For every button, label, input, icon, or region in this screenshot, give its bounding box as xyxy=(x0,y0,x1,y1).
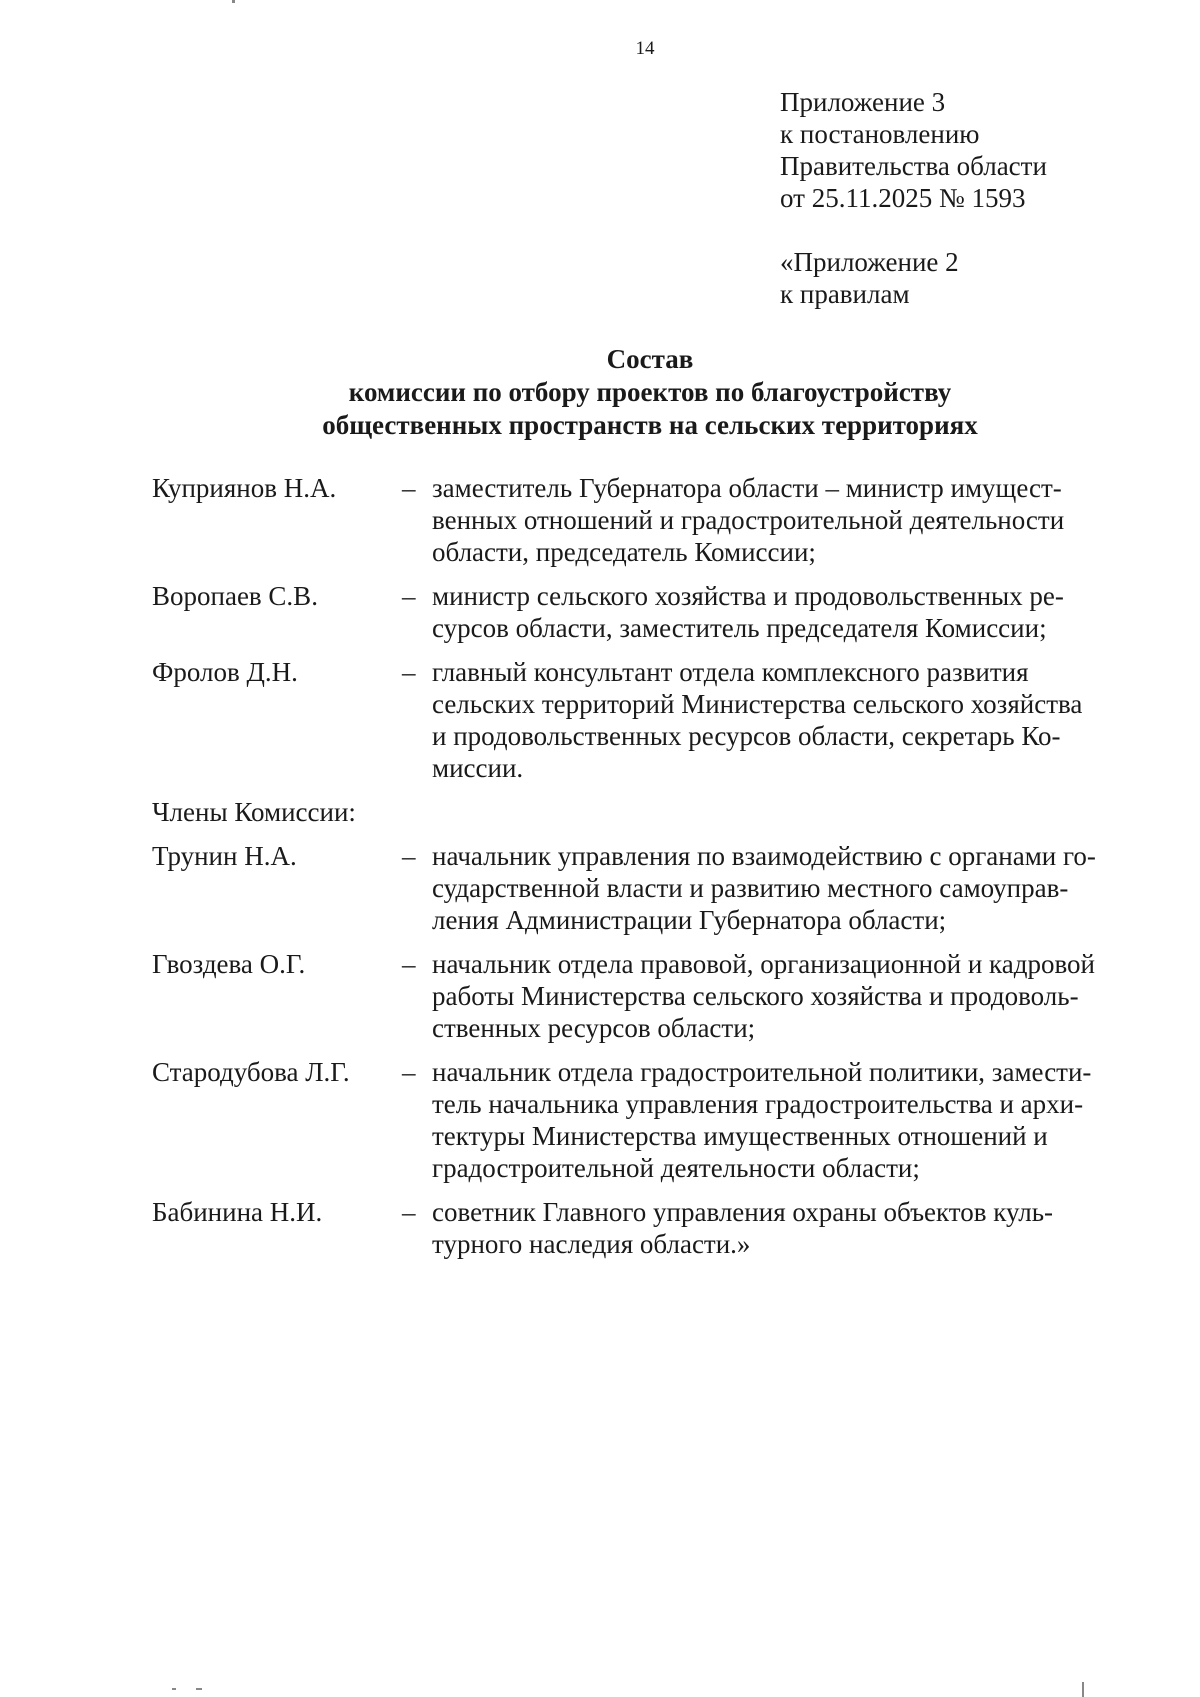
member-row xyxy=(152,948,1142,1044)
member-name: Стародубова Л.Г. xyxy=(152,1057,350,1087)
annex-gap xyxy=(780,214,1047,246)
member-name: Воропаев С.В. xyxy=(152,581,318,611)
scan-mark xyxy=(172,1688,176,1690)
member-role xyxy=(432,1196,1142,1260)
commission-list xyxy=(152,472,1142,1272)
member-name: Куприянов Н.А. xyxy=(152,473,337,503)
member-role-line: тектуры Министерства имущественных отношений и xyxy=(432,1121,1048,1151)
member-role-line: ственных ресурсов области; xyxy=(432,1013,756,1043)
member-role-line: начальник управления по взаимодействию с органами го- xyxy=(432,841,1096,871)
member-role-line: главный консультант отдела комплексного развития xyxy=(432,657,1029,687)
scan-mark xyxy=(1082,1682,1084,1697)
member-role xyxy=(432,580,1142,644)
member-dash: – xyxy=(402,657,416,687)
member-row xyxy=(152,840,1142,936)
member-role-line: области, председатель Комиссии; xyxy=(432,537,816,567)
member-name: Бабинина Н.И. xyxy=(152,1197,323,1227)
member-row xyxy=(152,1196,1142,1260)
member-role-line: сурсов области, заместитель председателя Комиссии; xyxy=(432,613,1047,643)
annex-line: от 25.11.2025 № 1593 xyxy=(780,183,1026,213)
member-role-line: тель начальника управления градостроительства и архи- xyxy=(432,1089,1084,1119)
member-row xyxy=(152,472,1142,568)
member-dash: – xyxy=(402,1057,416,1087)
member-name: Фролов Д.Н. xyxy=(152,657,298,687)
member-role-line: сельских территорий Министерства сельского хозяйства xyxy=(432,689,1083,719)
member-role-line: турного наследия области.» xyxy=(432,1229,751,1259)
member-role xyxy=(432,472,1142,568)
member-role-line: сударственной власти и развитию местного самоуправ- xyxy=(432,873,1069,903)
member-row xyxy=(152,1056,1142,1184)
members-heading: Члены Комиссии: xyxy=(152,797,356,827)
member-role xyxy=(432,1056,1142,1184)
member-name: Гвоздева О.Г. xyxy=(152,949,306,979)
member-dash: – xyxy=(402,1197,416,1227)
member-row xyxy=(152,656,1142,784)
member-role-line: начальник отдела правовой, организационной и кадровой xyxy=(432,949,1095,979)
annex-sub-line: «Приложение 2 xyxy=(780,247,959,277)
annex-block xyxy=(780,86,1047,310)
member-dash: – xyxy=(402,473,416,503)
member-role-line: и продовольственных ресурсов области, секретарь Ко- xyxy=(432,721,1061,751)
members-list xyxy=(152,840,1142,1260)
member-role xyxy=(432,656,1142,784)
annex-line: к постановлению xyxy=(780,119,980,149)
member-role xyxy=(432,948,1142,1044)
member-dash: – xyxy=(402,841,416,871)
member-role-line: заместитель Губернатора области – министр имущест- xyxy=(432,473,1062,503)
member-dash: – xyxy=(402,949,416,979)
annex-line: Правительства области xyxy=(780,151,1047,181)
annex-line: Приложение 3 xyxy=(780,87,946,117)
member-role-line: градостроительной деятельности области; xyxy=(432,1153,920,1183)
annex-sub-line: к правилам xyxy=(780,279,910,309)
scan-mark xyxy=(196,1688,202,1690)
member-role-line: министр сельского хозяйства и продовольственных ре- xyxy=(432,581,1064,611)
title-line: комиссии по отбору проектов по благоустройству xyxy=(348,377,952,407)
member-role-line: ления Администрации Губернатора области; xyxy=(432,905,947,935)
member-name: Трунин Н.А. xyxy=(152,841,297,871)
member-role-line: работы Министерства сельского хозяйства и продоволь- xyxy=(432,981,1079,1011)
member-dash: – xyxy=(402,581,416,611)
title-line: Состав xyxy=(606,344,694,374)
title-line: общественных пространств на сельских территориях xyxy=(322,410,978,440)
document-title xyxy=(250,343,1050,442)
member-role-line: советник Главного управления охраны объектов куль- xyxy=(432,1197,1054,1227)
scan-mark xyxy=(232,0,235,3)
leaders-list xyxy=(152,472,1142,784)
member-role xyxy=(432,840,1142,936)
member-role-line: венных отношений и градостроительной деятельности xyxy=(432,505,1065,535)
page-number: 14 xyxy=(635,38,655,59)
member-role-line: начальник отдела градостроительной политики, замести- xyxy=(432,1057,1092,1087)
member-row xyxy=(152,580,1142,644)
member-role-line: миссии. xyxy=(432,753,524,783)
